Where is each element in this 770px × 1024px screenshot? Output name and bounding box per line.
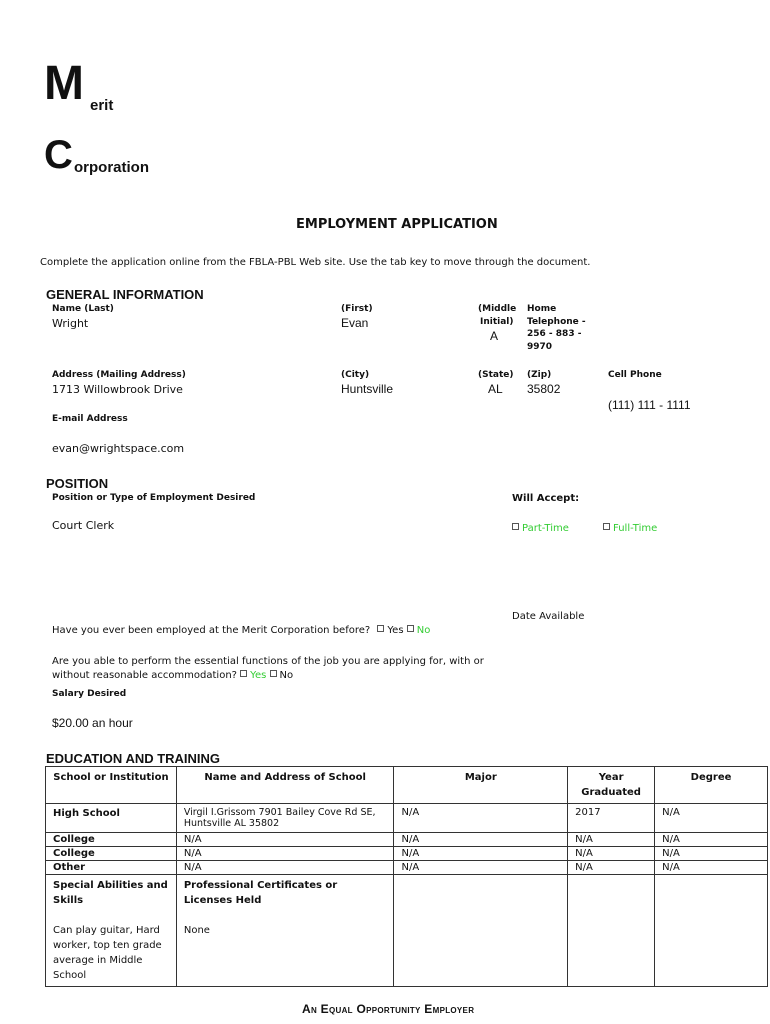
logo-c-letter: C [44, 133, 73, 177]
special-abilities-cell[interactable] [46, 875, 177, 987]
major-cell[interactable]: N/A [394, 847, 568, 861]
year-cell[interactable]: N/A [568, 861, 655, 875]
employed-before-question [52, 625, 430, 636]
table-row [46, 847, 768, 861]
employed-yes-option[interactable] [377, 625, 403, 636]
empty-cell [655, 875, 768, 987]
special-abilities-label: Special Abilities and Skills [53, 880, 168, 906]
city-label: (City) [341, 370, 370, 380]
degree-cell[interactable]: N/A [655, 861, 768, 875]
able-yes-checkbox[interactable] [240, 670, 247, 677]
able-yes-label: Yes [250, 670, 267, 681]
general-heading: GENERAL INFORMATION [46, 287, 204, 302]
address-cell[interactable] [176, 804, 394, 833]
logo-m-letter: M [44, 57, 84, 110]
table-row [46, 833, 768, 847]
zip-label: (Zip) [527, 370, 552, 380]
employed-no-label: No [416, 625, 431, 636]
home-phone-label-3: 256 - 883 - [527, 329, 582, 339]
education-table [45, 766, 768, 987]
header-name-address: Name and Address of School [176, 767, 394, 804]
employed-question-text: Have you ever been employed at the Merit Corporation before? [52, 625, 371, 636]
logo-m-rest: erit [90, 97, 114, 114]
cell-label: Cell Phone [608, 370, 662, 380]
school-cell: High School [46, 804, 177, 833]
address-cell[interactable]: N/A [176, 861, 394, 875]
home-phone-label-1: Home [527, 304, 557, 314]
employed-no-checkbox[interactable] [407, 625, 414, 632]
table-row [46, 861, 768, 875]
employed-yes-checkbox[interactable] [377, 625, 384, 632]
salary-field[interactable]: $20.00 an hour [52, 716, 133, 730]
school-cell: College [46, 833, 177, 847]
major-cell[interactable]: N/A [394, 861, 568, 875]
degree-cell[interactable]: N/A [655, 847, 768, 861]
logo-c-rest: orporation [74, 159, 149, 176]
part-time-checkbox[interactable] [512, 523, 519, 530]
year-cell[interactable]: N/A [568, 847, 655, 861]
date-available-label: Date Available [512, 611, 585, 622]
full-time-label: Full-Time [613, 523, 658, 534]
full-time-checkbox[interactable] [603, 523, 610, 530]
employed-yes-label: Yes [387, 625, 404, 636]
school-cell: Other [46, 861, 177, 875]
name-last-field[interactable]: Wright [52, 317, 89, 330]
address-label: Address (Mailing Address) [52, 370, 186, 380]
city-field[interactable]: Huntsville [341, 382, 394, 396]
certificates-value: None [183, 925, 210, 936]
email-field[interactable]: evan@wrightspace.com [52, 442, 185, 455]
position-desired-label: Position or Type of Employment Desired [52, 493, 256, 503]
part-time-label: Part-Time [522, 523, 569, 534]
header-degree: Degree [655, 767, 768, 804]
table-row [46, 804, 768, 833]
empty-cell [568, 875, 655, 987]
first-label: (First) [341, 304, 373, 314]
home-phone-label-2: Telephone - [527, 317, 586, 327]
major-cell[interactable]: N/A [394, 804, 568, 833]
page-title: EMPLOYMENT APPLICATION [296, 217, 498, 232]
education-header-row [46, 767, 768, 804]
able-no-checkbox[interactable] [270, 670, 277, 677]
school-cell: College [46, 847, 177, 861]
address-field[interactable]: 1713 Willowbrook Drive [52, 383, 183, 396]
middle-label-2: Initial) [480, 317, 514, 327]
address-cell[interactable]: N/A [176, 833, 394, 847]
certificates-cell[interactable] [176, 875, 394, 987]
name-last-label: Name (Last) [52, 304, 114, 314]
email-label: E-mail Address [52, 414, 128, 424]
will-accept-label: Will Accept: [512, 493, 580, 504]
able-question-text: without reasonable accommodation? [52, 670, 237, 681]
special-abilities-value: Can play guitar, Hard worker, top ten grade average in Middle School [53, 925, 162, 981]
year-cell[interactable]: 2017 [568, 804, 655, 833]
skills-row [46, 875, 768, 987]
certificates-label: Professional Certificates or Licenses Held [183, 880, 338, 906]
middle-label-1: (Middle [478, 304, 517, 314]
able-no-label: No [279, 670, 294, 681]
education-heading: EDUCATION AND TRAINING [46, 751, 221, 766]
header-school: School or Institution [46, 767, 177, 804]
part-time-option[interactable] [512, 523, 569, 534]
position-desired-field[interactable]: Court Clerk [52, 519, 115, 532]
salary-label: Salary Desired [52, 689, 127, 699]
able-question-line-1: Are you able to perform the essential functions of the job you are applying for, with or [52, 656, 484, 667]
address-line-2: Huntsville AL 35802 [183, 818, 280, 829]
position-heading: POSITION [46, 476, 109, 491]
instructions: Complete the application online from the FBLA-PBL Web site. Use the tab key to move through the document. [40, 257, 591, 268]
able-question-line-2 [52, 670, 293, 681]
first-field[interactable]: Evan [341, 316, 369, 330]
full-time-option[interactable] [603, 523, 657, 534]
employed-no-option[interactable] [407, 625, 431, 636]
home-phone-label-4: 9970 [527, 342, 553, 352]
able-no-option[interactable] [270, 670, 294, 681]
able-yes-option[interactable] [240, 670, 266, 681]
address-cell[interactable]: N/A [176, 847, 394, 861]
year-cell[interactable]: N/A [568, 833, 655, 847]
cell-field[interactable]: (111) 111 - 1111 [608, 398, 691, 412]
zip-field[interactable]: 35802 [527, 382, 561, 396]
address-line-1: Virgil I.Grissom 7901 Bailey Cove Rd SE, [183, 807, 376, 818]
header-year: Year Graduated [568, 767, 655, 804]
degree-cell[interactable]: N/A [655, 833, 768, 847]
middle-field[interactable]: A [490, 329, 499, 343]
empty-cell [394, 875, 568, 987]
major-cell[interactable]: N/A [394, 833, 568, 847]
header-major: Major [394, 767, 568, 804]
state-field[interactable]: AL [488, 382, 503, 396]
footer-equal-opportunity: An Equal Opportunity Employer [302, 1002, 475, 1016]
degree-cell[interactable]: N/A [655, 804, 768, 833]
state-label: (State) [478, 370, 514, 380]
